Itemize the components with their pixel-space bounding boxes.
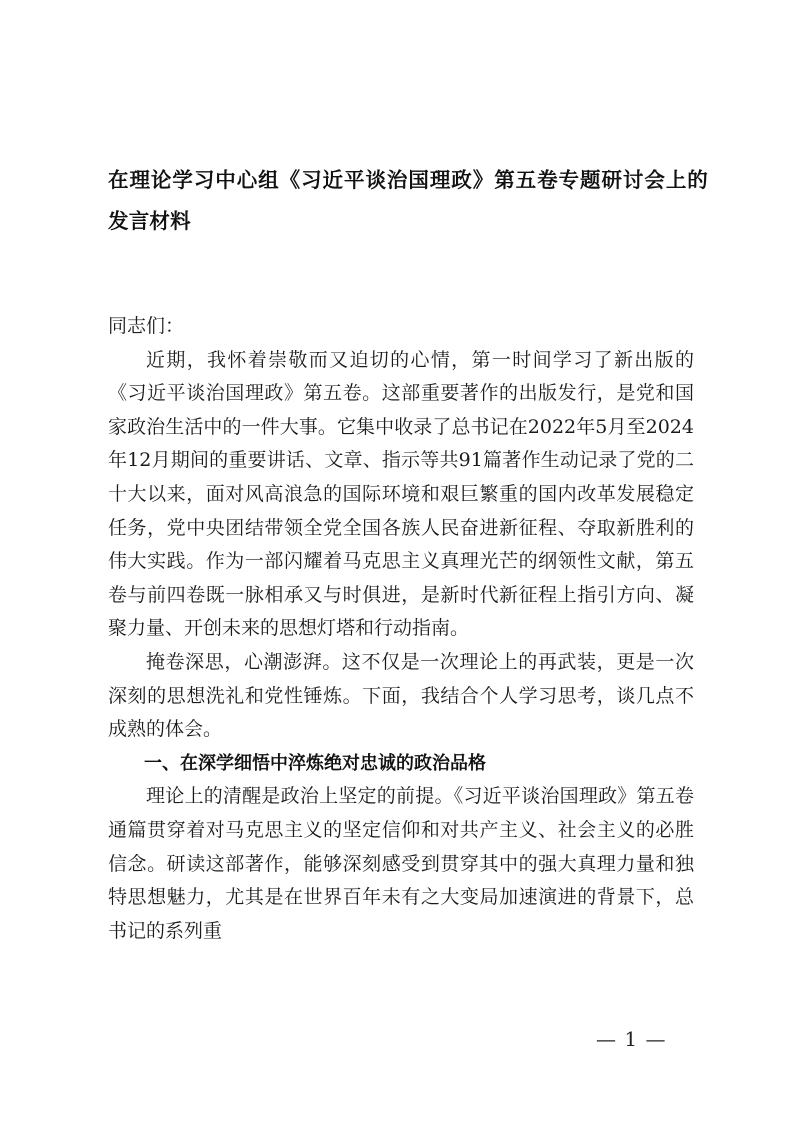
reflection-paragraph: 掩卷深思，心潮澎湃。这不仅是一次理论上的再武装，更是一次深刻的思想洗礼和党性锤炼。下面，我结合个人学习思考，谈几点不成熟的体会。 bbox=[108, 650, 694, 741]
section-1-heading: 一、在深学细悟中淬炼绝对忠诚的政治品格 bbox=[144, 752, 486, 774]
greeting: 同志们： bbox=[108, 315, 185, 337]
section-1-paragraph: 理论上的清醒是政治上坚定的前提。《习近平谈治国理政》第五卷通篇贯穿着对马克思主义的坚定信仰和对共产主义、社会主义的必胜信念。研读这部著作，能够深刻感受到贯穿其中的强大真理力量和独特思想魅力，尤其是在世界百年未有之大变局加速演进的背景下，总书记的系列重 bbox=[108, 785, 694, 942]
document-title: 在理论学习中心组《习近平谈治国理政》第五卷专题研讨会上的发言材料 bbox=[108, 168, 708, 233]
document-body bbox=[108, 310, 694, 948]
intro-paragraph: 近期，我怀着崇敬而又迫切的心情，第一时间学习了新出版的《习近平谈治国理政》第五卷。这部重要著作的出版发行，是党和国家政治生活中的一件大事。它集中收录了总书记在2022年5月至2024年12月期间的重要讲话、文章、指示等共91篇著作生动记录了党的二十大以来，面对风高浪急的国际环境和艰巨繁重的国内改革发展稳定任务，党中央团结带领全党全国各族人民奋进新征程、夺取新胜利的伟大实践。作为一部闪耀着马克思主义真理光芒的纲领性文献，第五卷与前四卷既一脉相承又与时俱进，是新时代新征程上指引方向、凝聚力量、开创未来的思想灯塔和行动指南。 bbox=[108, 348, 694, 640]
page-number: — 1 — bbox=[596, 1027, 667, 1051]
